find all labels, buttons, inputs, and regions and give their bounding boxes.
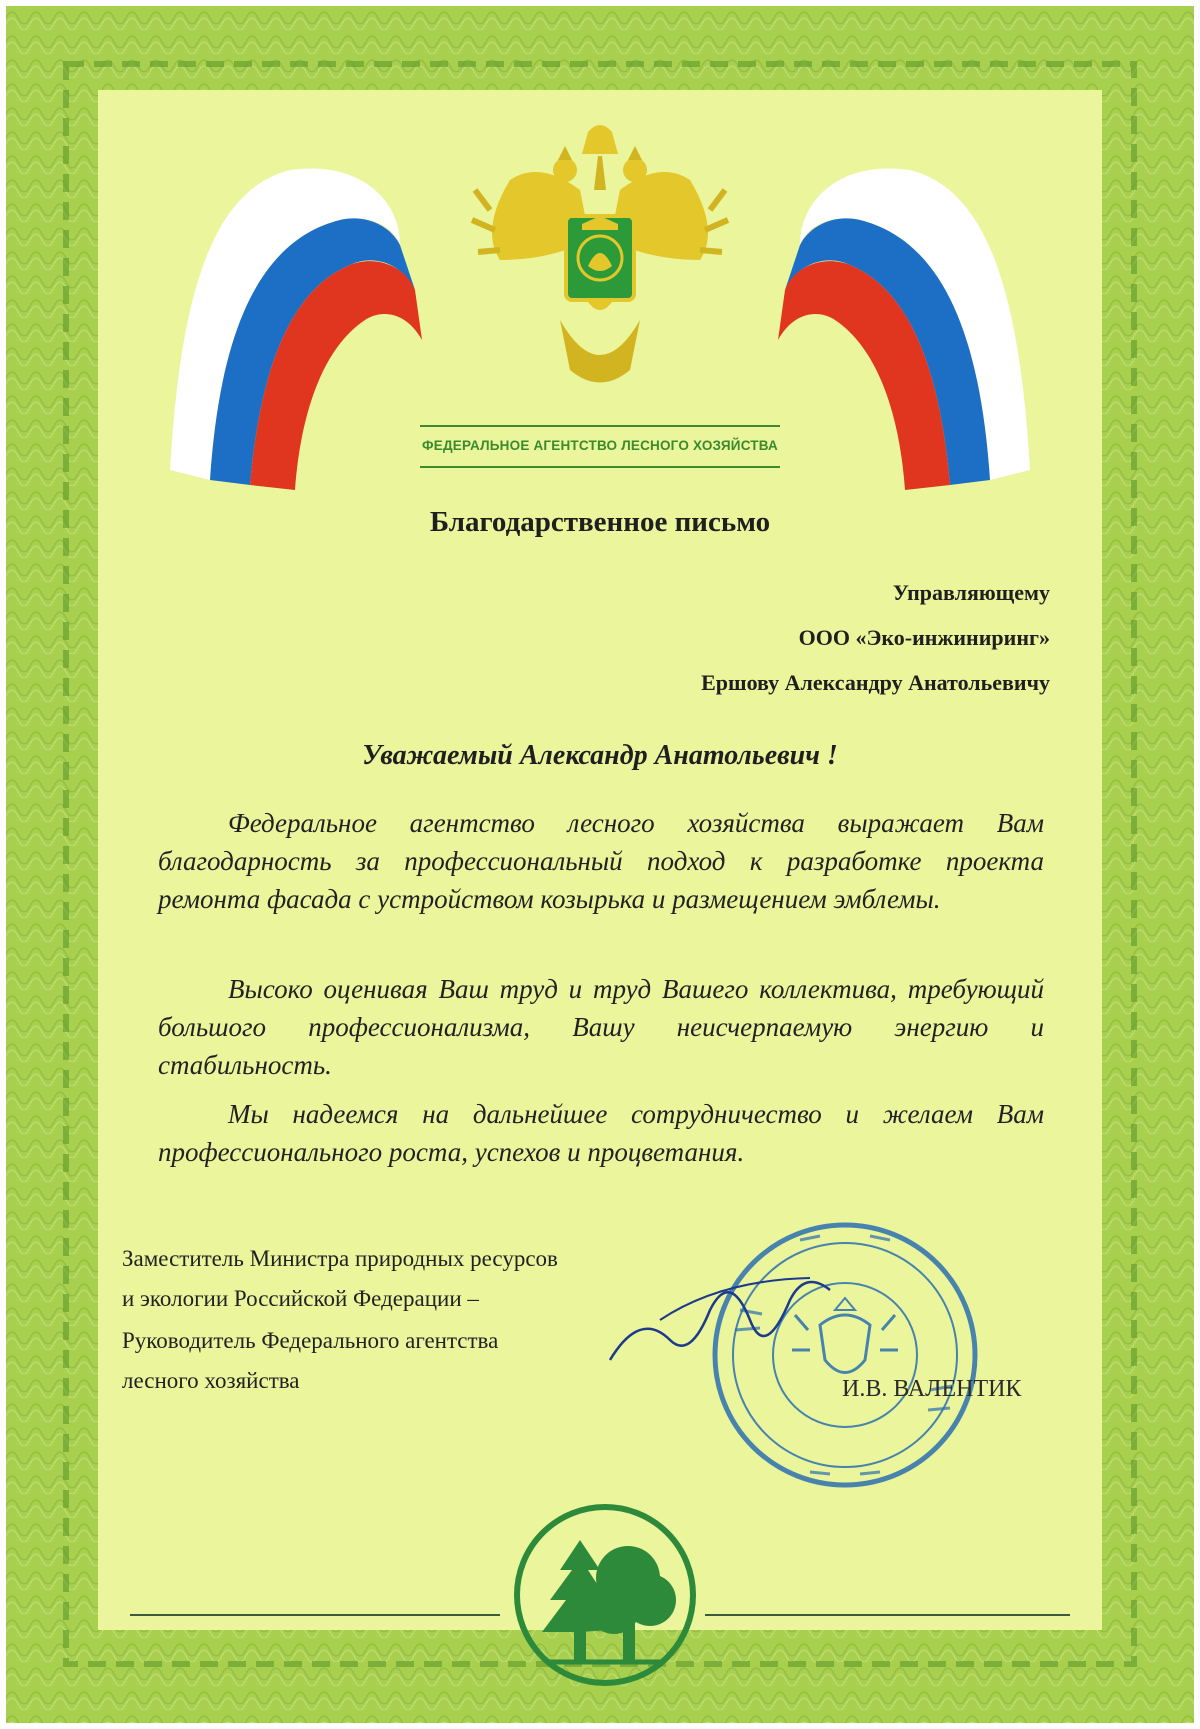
bottom-rule-right <box>705 1614 1070 1616</box>
signatory-name: И.В. ВАЛЕНТИК <box>842 1376 1022 1402</box>
body-paragraph-1: Федеральное агентство лесного хозяйства выражает Вам благодарность за профессиональный подход к разработке проекта ремонта фасада с устройством козырька и размещением эмблемы. <box>158 808 1044 914</box>
letter-title: Благодарственное письмо <box>429 506 771 538</box>
signature-title-line-2: и экологии Российской Федерации – <box>122 1286 479 1311</box>
flag-ribbon-right <box>760 150 1050 510</box>
signature-title-line-3: Руководитель Федерального агентства <box>122 1328 499 1353</box>
signature-title-line-4: лесного хозяйства <box>122 1368 300 1393</box>
handwritten-signature <box>600 1250 860 1390</box>
agency-name: ФЕДЕРАЛЬНОЕ АГЕНТСТВО ЛЕСНОГО ХОЗЯЙСТВА <box>422 438 778 453</box>
recipient-company: ООО «Эко-инжиниринг» <box>798 625 1050 650</box>
agency-top-rule <box>420 425 780 427</box>
bottom-rule-left <box>130 1614 500 1616</box>
recipient-name: Ершову Александру Анатольевичу <box>701 670 1050 695</box>
flag-ribbon-left <box>150 150 430 510</box>
agency-bottom-rule <box>420 466 780 468</box>
eagle-emblem-icon <box>470 120 730 400</box>
body-paragraph-3: Мы надеемся на дальнейшее сотрудничество и желаем Вам профессионального роста, успехов и процветания. <box>158 1099 1044 1167</box>
greeting: Уважаемый Александр Анатольевич ! <box>362 740 838 771</box>
forest-logo-icon <box>510 1500 700 1690</box>
signature-title-line-1: Заместитель Министра природных ресурсов <box>122 1246 558 1271</box>
recipient-position: Управляющему <box>892 580 1050 605</box>
body-paragraph-2: Высоко оценивая Ваш труд и труд Вашего коллектива, требующий большого профессионализма, Вашу неисчерпаемую энергию и стабильность. <box>158 974 1044 1080</box>
